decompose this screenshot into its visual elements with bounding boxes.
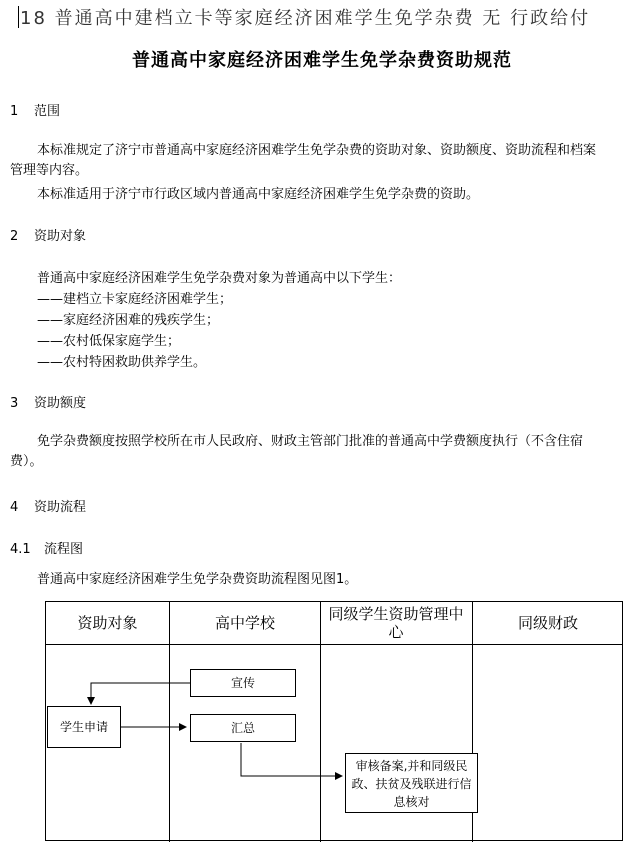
section-4-1-heading	[10, 538, 83, 557]
section-number: 3	[10, 396, 19, 411]
paragraph-line: 管理等内容。	[10, 163, 89, 178]
section-1-heading	[10, 100, 60, 119]
section-4-heading	[10, 496, 86, 515]
list-item: ——家庭经济困难的残疾学生；	[37, 313, 220, 328]
list-item: ——农村低保家庭学生；	[37, 334, 181, 349]
paragraph-targets: 普通高中家庭经济困难学生免学杂费对象为普通高中以下学生：	[37, 271, 402, 286]
box-student-apply: 学生申请	[47, 706, 121, 748]
section-title: 流程图	[44, 542, 84, 557]
section-title: 资助对象	[34, 229, 87, 244]
header-target: 资助对象	[77, 614, 138, 632]
section-number: 4.1	[10, 542, 31, 557]
list-item: ——农村特困救助供养学生。	[37, 355, 207, 370]
paragraph-amount	[10, 432, 634, 472]
section-2-heading	[10, 225, 86, 244]
header-school: 高中学校	[214, 614, 275, 632]
section-title: 资助流程	[34, 500, 87, 515]
section-3-heading	[10, 392, 86, 411]
header-center: 同级学生资助管理中心	[328, 605, 464, 641]
section-number: 1	[10, 104, 19, 119]
text-cursor	[18, 6, 19, 28]
section-number: 2	[10, 229, 19, 244]
paragraph-line: 本标准规定了济宁市普通高中家庭经济困难学生免学杂费的资助对象、资助额度、资助流程和档案	[37, 143, 597, 158]
section-title: 范围	[34, 104, 61, 119]
flowchart	[45, 601, 623, 809]
paragraph-line: 费）。	[10, 454, 43, 469]
header-line: 18 普通高中建档立卡等家庭经济困难学生免学杂费 无 行政给付	[20, 8, 591, 29]
section-number: 4	[10, 500, 19, 515]
list-item: ——建档立卡家庭经济困难学生；	[37, 292, 233, 307]
arrow-summary-to-review	[241, 743, 342, 776]
flowchart-arrows	[45, 601, 623, 798]
section-title: 资助额度	[34, 396, 87, 411]
paragraph-flowchart-ref: 普通高中家庭经济困难学生免学杂费资助流程图见图1。	[37, 572, 358, 587]
paragraph-line: 免学杂费额度按照学校所在市人民政府、财政主管部门批准的普通高中学费额度执行（不含住宿	[37, 434, 584, 449]
paragraph-scope	[10, 141, 634, 181]
document-title: 普通高中家庭经济困难学生免学杂费资助规范	[132, 50, 512, 71]
box-summary: 汇总	[190, 714, 296, 742]
paragraph-applicability: 本标准适用于济宁市行政区域内普通高中家庭经济困难学生免学杂费的资助。	[37, 187, 480, 202]
box-review: 审核备案,并和同级民政、扶贫及残联进行信息核对	[345, 753, 478, 813]
arrow-publicity-to-apply	[91, 683, 190, 704]
box-publicity: 宣传	[190, 669, 296, 697]
header-finance: 同级财政	[517, 614, 578, 632]
